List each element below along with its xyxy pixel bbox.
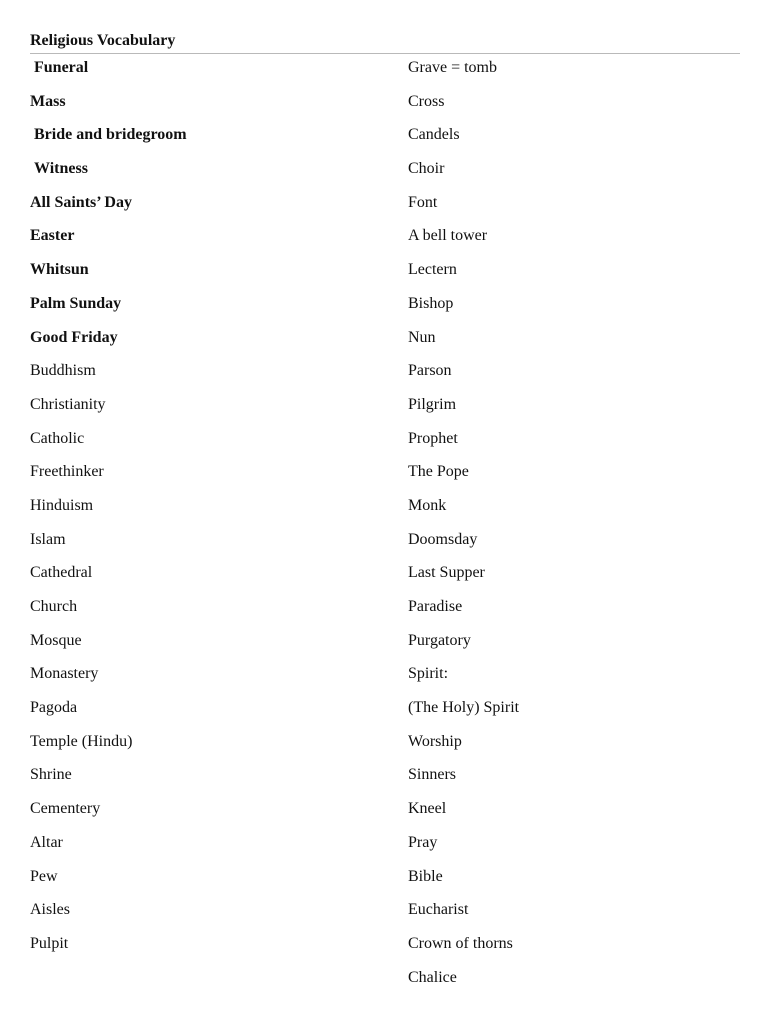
vocabulary-term: Doomsday (408, 530, 478, 548)
vocabulary-term: Palm Sunday (30, 294, 122, 312)
vocabulary-term: Easter (30, 227, 75, 245)
title-divider (30, 53, 740, 54)
vocabulary-term: Monastery (30, 665, 99, 683)
vocabulary-term: Nun (408, 328, 436, 346)
vocabulary-list-right (408, 58, 738, 1001)
document-title: Religious Vocabulary (30, 32, 176, 49)
vocabulary-term: Lectern (408, 261, 457, 279)
vocabulary-term: Altar (30, 833, 63, 851)
vocabulary-term: A bell tower (408, 227, 488, 245)
vocabulary-term: Cementery (30, 800, 101, 818)
vocabulary-term: Temple (Hindu) (30, 732, 133, 750)
vocabulary-term: Pagoda (30, 699, 78, 717)
vocabulary-term: Eucharist (408, 901, 469, 919)
vocabulary-term: Catholic (30, 429, 85, 447)
vocabulary-list-left (30, 58, 390, 968)
vocabulary-term: Good Friday (30, 328, 118, 346)
vocabulary-term: Bible (408, 867, 443, 885)
vocabulary-term: Pray (408, 833, 438, 851)
vocabulary-term: Prophet (408, 429, 458, 447)
vocabulary-term: Parson (408, 362, 452, 380)
vocabulary-term: Crown of thorns (408, 934, 513, 952)
vocabulary-term: Aisles (30, 901, 70, 919)
vocabulary-term: Candels (408, 126, 460, 144)
vocabulary-term: Pulpit (30, 934, 69, 952)
vocabulary-term: Mosque (30, 631, 82, 649)
vocabulary-term: Funeral (34, 59, 89, 76)
vocabulary-term: Freethinker (30, 463, 104, 481)
vocabulary-term: Christianity (30, 395, 106, 413)
vocabulary-term: Whitsun (30, 261, 89, 279)
vocabulary-term: Sinners (408, 766, 456, 784)
vocabulary-term: Cross (408, 92, 445, 110)
vocabulary-term: (The Holy) Spirit (408, 699, 520, 717)
vocabulary-term: Grave = tomb (408, 59, 497, 76)
vocabulary-term: Paradise (408, 598, 463, 615)
vocabulary-term: Pilgrim (408, 395, 457, 413)
vocabulary-term: Worship (408, 732, 462, 750)
vocabulary-term: Bishop (408, 294, 454, 312)
vocabulary-term: Islam (30, 530, 66, 548)
vocabulary-term: Hinduism (30, 496, 94, 514)
vocabulary-term: Spirit: (408, 665, 449, 683)
vocabulary-term: All Saints’ Day (30, 193, 132, 211)
vocabulary-term: Kneel (408, 800, 447, 818)
vocabulary-term: Monk (408, 496, 447, 514)
vocabulary-term: Font (408, 193, 438, 211)
vocabulary-term: Chalice (408, 968, 457, 986)
vocabulary-term: Mass (30, 92, 66, 110)
vocabulary-term: Purgatory (408, 631, 471, 649)
vocabulary-term: Pew (30, 867, 58, 885)
vocabulary-term: Bride and bridegroom (34, 126, 187, 144)
vocabulary-term: Last Supper (408, 564, 485, 582)
vocabulary-term: The Pope (408, 463, 469, 481)
vocabulary-term: Church (30, 598, 78, 615)
vocabulary-term: Witness (34, 160, 88, 178)
vocabulary-term: Choir (408, 160, 445, 178)
vocabulary-term: Cathedral (30, 564, 93, 582)
vocabulary-term: Buddhism (30, 362, 96, 380)
vocabulary-term: Shrine (30, 766, 72, 784)
